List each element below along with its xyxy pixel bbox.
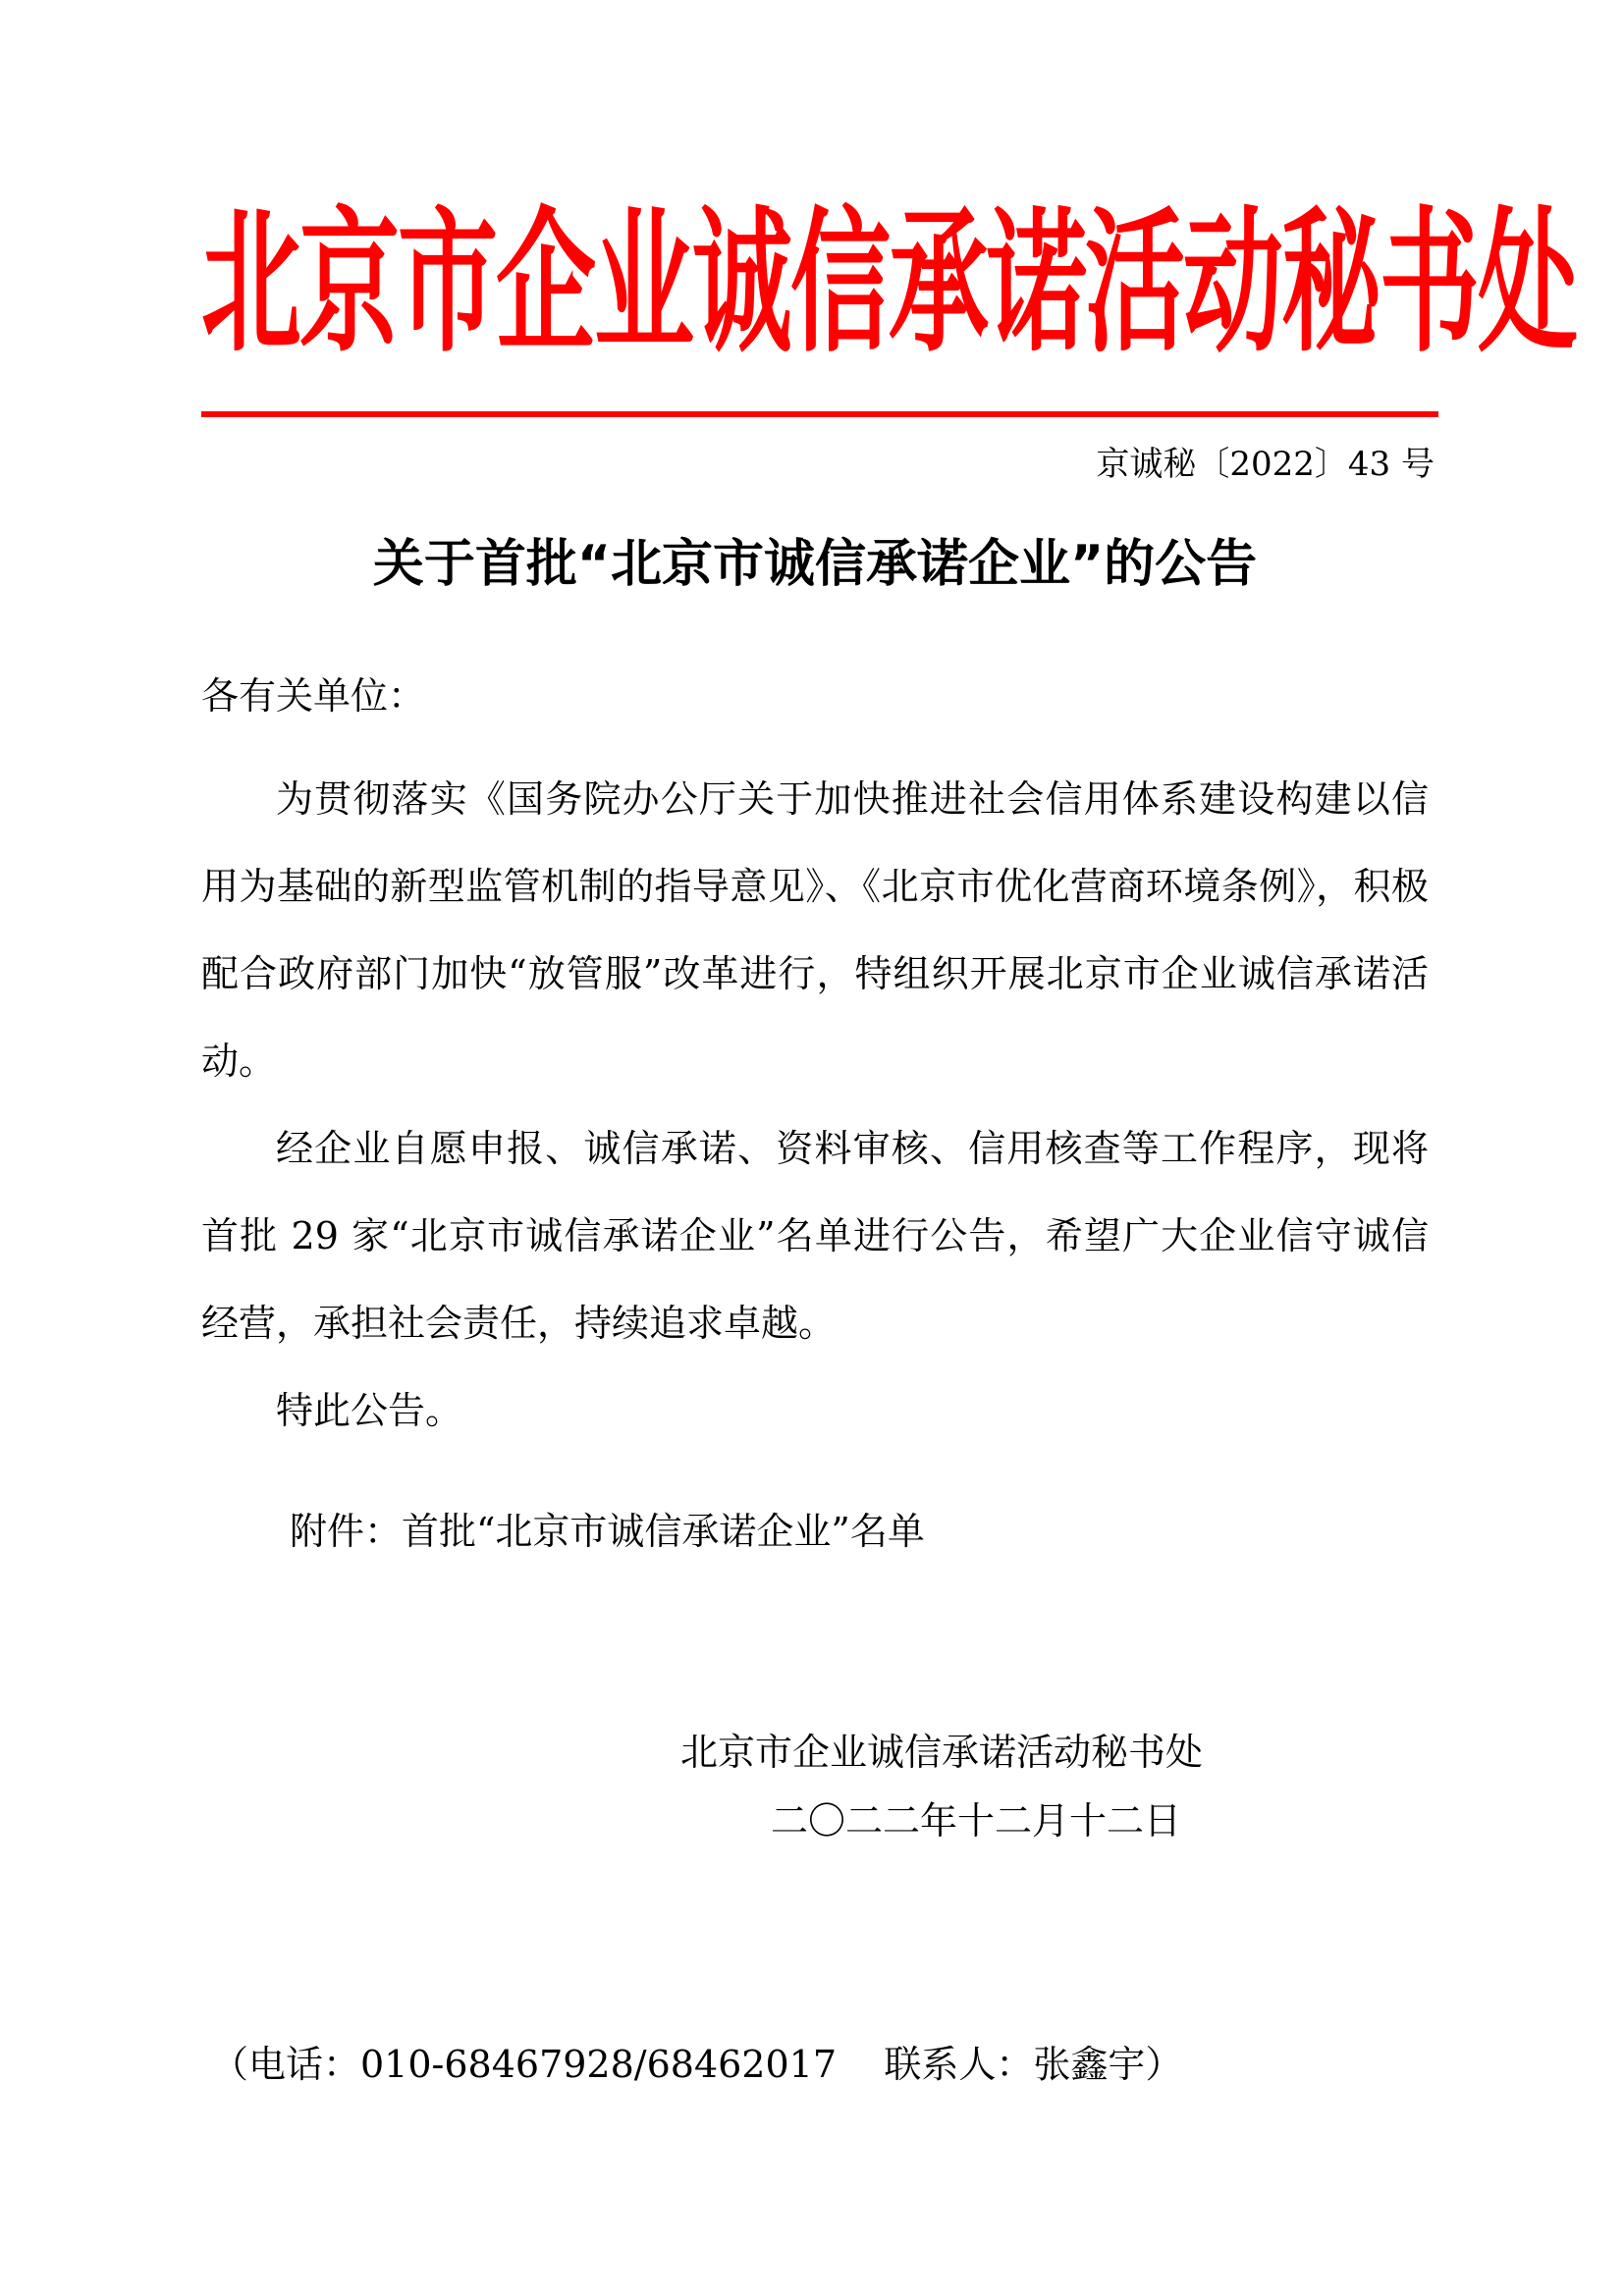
letterhead-title: 北京市企业诚信承诺活动秘书处 (201, 193, 1576, 375)
contact-info: （电话：010-68467928/68462017 联系人：张鑫宇） (211, 2043, 1183, 2086)
body-text (201, 756, 1429, 1455)
signature-organization: 北京市企业诚信承诺活动秘书处 (680, 1731, 1204, 1774)
attachment-note: 附件：首批“北京市诚信承诺企业”名单 (290, 1510, 925, 1553)
document-number: 京诚秘〔2022〕43 号 (1096, 445, 1435, 484)
closing-paragraph: 特此公告。 (276, 1389, 463, 1432)
signature-date: 二〇二二年十二月十二日 (771, 1799, 1182, 1842)
salutation: 各有关单位： (201, 674, 426, 718)
body-paragraph: 为贯彻落实《国务院办公厅关于加快推进社会信用体系建设构建以信用为基础的新型监管机制的指导意见》、《北京市优化营商环境条例》，积极配合政府部门加快“放管服”改革进行，特组织开展北京市企业诚信承诺活动。 (201, 777, 1429, 1083)
announcement-title: 关于首批“北京市诚信承诺企业”的公告 (372, 535, 1258, 594)
letterhead-red-rule (201, 411, 1438, 417)
body-paragraph: 经企业自愿申报、诚信承诺、资料审核、信用核查等工作程序，现将首批 29 家“北京市诚信承诺企业”名单进行公告，希望广大企业信守诚信经营，承担社会责任，持续追求卓越。 (201, 1127, 1429, 1345)
